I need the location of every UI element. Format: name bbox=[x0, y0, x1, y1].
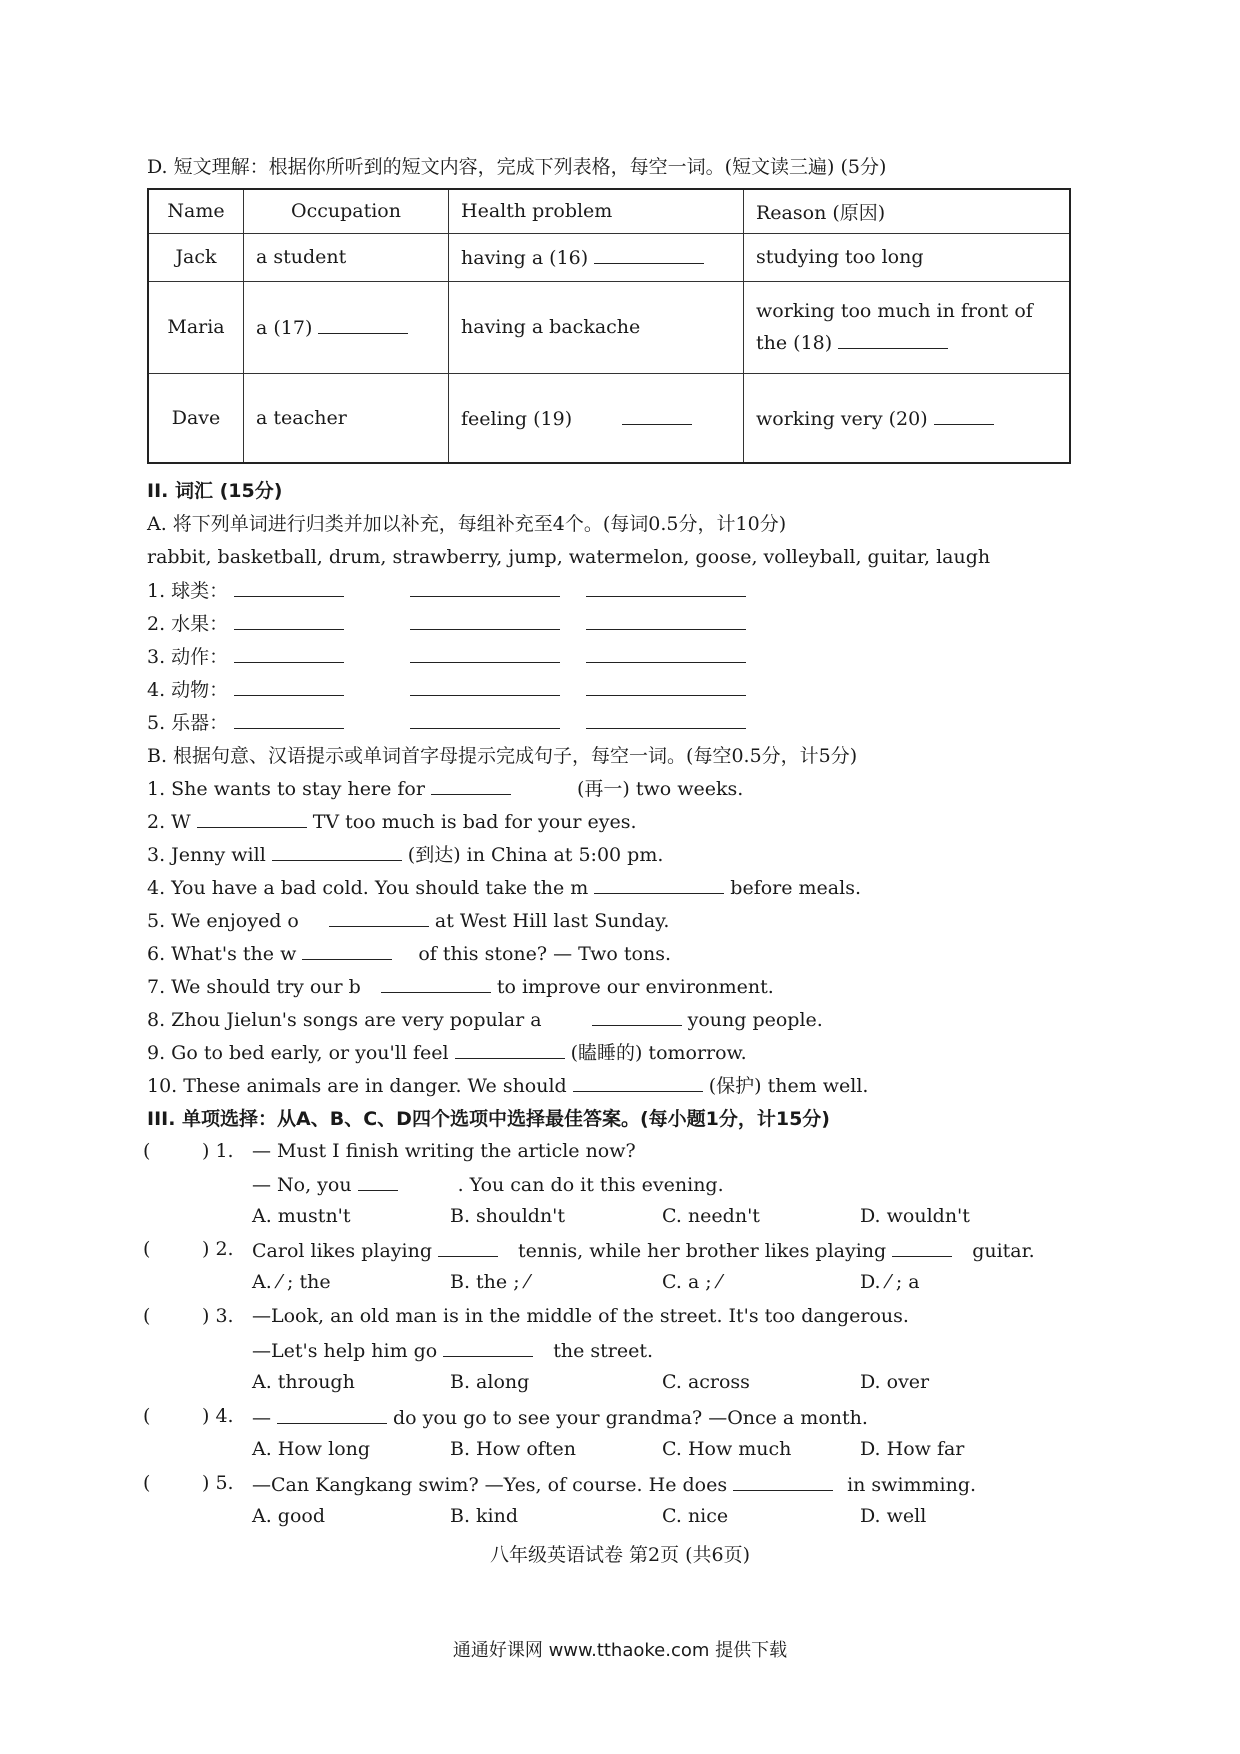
answer-paren[interactable]: ( bbox=[143, 1472, 151, 1494]
word-list: rabbit, basketball, drum, strawberry, jump, watermelon, goose, volleyball, guitar, laugh bbox=[147, 546, 991, 568]
cell-name: Dave bbox=[148, 373, 244, 463]
category-row: 2. 水果： bbox=[147, 611, 752, 637]
answer-blank[interactable] bbox=[410, 578, 560, 597]
question-stem: — No, you . You can do it this evening. bbox=[252, 1174, 724, 1196]
answer-blank[interactable] bbox=[586, 644, 746, 663]
sentence-item: 5. We enjoyed o at West Hill last Sunday. bbox=[147, 910, 670, 932]
category-row: 5. 乐器： bbox=[147, 710, 752, 736]
table-row bbox=[148, 373, 1070, 463]
question-number: ) 5. bbox=[202, 1472, 234, 1494]
cell-occupation: a (17) bbox=[244, 281, 449, 373]
answer-blank[interactable] bbox=[410, 611, 560, 630]
question-number: ) 2. bbox=[202, 1238, 234, 1260]
sentence-item: 10. These animals are in danger. We should (保护) them well. bbox=[147, 1075, 869, 1097]
answer-blank[interactable] bbox=[443, 1338, 533, 1357]
sentence-item: 9. Go to bed early, or you'll feel (瞌睡的) tomorrow. bbox=[147, 1042, 747, 1064]
answer-blank[interactable] bbox=[197, 809, 307, 828]
answer-blank[interactable] bbox=[302, 941, 392, 960]
answer-blank[interactable] bbox=[410, 644, 560, 663]
header-occupation: Occupation bbox=[244, 189, 449, 233]
listening-table bbox=[147, 188, 1071, 464]
answer-blank[interactable] bbox=[594, 875, 724, 894]
option-d[interactable]: D. ⁄ ; a bbox=[860, 1271, 920, 1293]
answer-blank[interactable] bbox=[381, 974, 491, 993]
answer-blank[interactable] bbox=[586, 611, 746, 630]
question-stem: —Let's help him go the street. bbox=[252, 1340, 654, 1362]
option-c[interactable]: C. How much bbox=[662, 1438, 792, 1460]
question-number: ) 1. bbox=[202, 1140, 234, 1162]
option-d[interactable]: D. wouldn't bbox=[860, 1205, 970, 1227]
option-a[interactable]: A. good bbox=[252, 1505, 326, 1527]
option-c[interactable]: C. needn't bbox=[662, 1205, 760, 1227]
question-stem: — do you go to see your grandma? —Once a month. bbox=[252, 1407, 868, 1429]
table-row bbox=[148, 233, 1070, 281]
cell-health: feeling (19) bbox=[449, 373, 744, 463]
option-d[interactable]: D. over bbox=[860, 1371, 930, 1393]
answer-blank[interactable] bbox=[234, 644, 344, 663]
option-a[interactable]: A. through bbox=[252, 1371, 355, 1393]
sentence-item: 6. What's the w of this stone? — Two tons. bbox=[147, 943, 671, 965]
blank-16[interactable] bbox=[594, 245, 704, 264]
answer-blank[interactable] bbox=[455, 1040, 565, 1059]
category-row: 4. 动物： bbox=[147, 677, 752, 703]
cell-name: Maria bbox=[148, 281, 244, 373]
answer-blank[interactable] bbox=[592, 1007, 682, 1026]
question-stem: —Can Kangkang swim? —Yes, of course. He does in swimming. bbox=[252, 1474, 977, 1496]
question-stem: Carol likes playing tennis, while her brother likes playing guitar. bbox=[252, 1240, 1035, 1262]
blank-20[interactable] bbox=[934, 406, 994, 425]
question-number: ) 4. bbox=[202, 1405, 234, 1427]
sentence-item: 8. Zhou Jielun's songs are very popular a young people. bbox=[147, 1009, 823, 1031]
answer-blank[interactable] bbox=[272, 842, 402, 861]
blank-19[interactable] bbox=[622, 406, 692, 425]
option-b[interactable]: B. How often bbox=[450, 1438, 576, 1460]
answer-blank[interactable] bbox=[733, 1472, 833, 1491]
question-stem: —Look, an old man is in the middle of the street. It's too dangerous. bbox=[252, 1305, 909, 1327]
option-d[interactable]: D. well bbox=[860, 1505, 927, 1527]
answer-blank[interactable] bbox=[431, 776, 511, 795]
category-row: 3. 动作： bbox=[147, 644, 752, 670]
blank-18[interactable] bbox=[838, 330, 948, 349]
answer-blank[interactable] bbox=[573, 1073, 703, 1092]
answer-blank[interactable] bbox=[586, 710, 746, 729]
option-a[interactable]: A. mustn't bbox=[252, 1205, 351, 1227]
table-row bbox=[148, 281, 1070, 373]
question-stem: — Must I finish writing the article now? bbox=[252, 1140, 636, 1162]
option-b[interactable]: B. shouldn't bbox=[450, 1205, 566, 1227]
cell-name: Jack bbox=[148, 233, 244, 281]
header-reason: Reason (原因) bbox=[744, 189, 1071, 233]
answer-blank[interactable] bbox=[410, 710, 560, 729]
option-b[interactable]: B. kind bbox=[450, 1505, 519, 1527]
part-a-title: A. 将下列单词进行归类并加以补充，每组补充至4个。(每词0.5分，计10分) bbox=[147, 513, 787, 535]
answer-blank[interactable] bbox=[358, 1172, 398, 1191]
sentence-item: 1. She wants to stay here for (再一) two weeks. bbox=[147, 778, 744, 800]
option-c[interactable]: C. nice bbox=[662, 1505, 729, 1527]
part-b-title: B. 根据句意、汉语提示或单词首字母提示完成句子，每空一词。(每空0.5分，计5分) bbox=[147, 745, 858, 767]
cell-reason: working too much in front of the (18) bbox=[744, 281, 1071, 373]
sentence-item: 7. We should try our b to improve our environment. bbox=[147, 976, 774, 998]
option-d[interactable]: D. How far bbox=[860, 1438, 965, 1460]
category-row: 1. 球类： bbox=[147, 578, 752, 604]
option-a[interactable]: A. ⁄ ; the bbox=[252, 1271, 331, 1293]
answer-blank[interactable] bbox=[234, 611, 344, 630]
answer-blank[interactable] bbox=[586, 578, 746, 597]
option-a[interactable]: A. How long bbox=[252, 1438, 371, 1460]
answer-blank[interactable] bbox=[438, 1238, 498, 1257]
option-b[interactable]: B. the ; ⁄ bbox=[450, 1271, 529, 1293]
answer-blank[interactable] bbox=[234, 677, 344, 696]
option-b[interactable]: B. along bbox=[450, 1371, 530, 1393]
section-d-title: D. 短文理解：根据你所听到的短文内容，完成下列表格，每空一词。(短文读三遍) (5分) bbox=[147, 156, 887, 178]
page-footer: 八年级英语试卷 第2页 (共6页) bbox=[489, 1544, 751, 1566]
cell-reason: studying too long bbox=[744, 233, 1071, 281]
answer-paren[interactable]: ( bbox=[143, 1140, 151, 1162]
answer-blank[interactable] bbox=[329, 908, 429, 927]
download-watermark: 通通好课网 www.tthaoke.com 提供下载 bbox=[452, 1640, 788, 1661]
answer-paren[interactable]: ( bbox=[143, 1405, 151, 1427]
option-c[interactable]: C. across bbox=[662, 1371, 750, 1393]
answer-blank[interactable] bbox=[277, 1405, 387, 1424]
header-name: Name bbox=[148, 189, 244, 233]
answer-paren[interactable]: ( bbox=[143, 1305, 151, 1327]
blank-17[interactable] bbox=[318, 315, 408, 334]
cell-reason: working very (20) bbox=[744, 373, 1071, 463]
sentence-item: 4. You have a bad cold. You should take the m before meals. bbox=[147, 877, 861, 899]
answer-paren[interactable]: ( bbox=[143, 1238, 151, 1260]
answer-blank[interactable] bbox=[586, 677, 746, 696]
cell-health: having a (16) bbox=[449, 233, 744, 281]
cell-occupation: a teacher bbox=[244, 373, 449, 463]
answer-blank[interactable] bbox=[234, 578, 344, 597]
section-iii-title: III. 单项选择：从A、B、C、D四个选项中选择最佳答案。(每小题1分，计15分) bbox=[147, 1108, 830, 1130]
answer-blank[interactable] bbox=[410, 677, 560, 696]
header-health: Health problem bbox=[449, 189, 744, 233]
cell-health: having a backache bbox=[449, 281, 744, 373]
answer-blank[interactable] bbox=[234, 710, 344, 729]
section-ii-title: II. 词汇 (15分) bbox=[147, 480, 283, 502]
sentence-item: 3. Jenny will (到达) in China at 5:00 pm. bbox=[147, 844, 664, 866]
option-c[interactable]: C. a ; ⁄ bbox=[662, 1271, 721, 1293]
sentence-item: 2. W TV too much is bad for your eyes. bbox=[147, 811, 637, 833]
question-number: ) 3. bbox=[202, 1305, 234, 1327]
answer-blank[interactable] bbox=[892, 1238, 952, 1257]
cell-occupation: a student bbox=[244, 233, 449, 281]
